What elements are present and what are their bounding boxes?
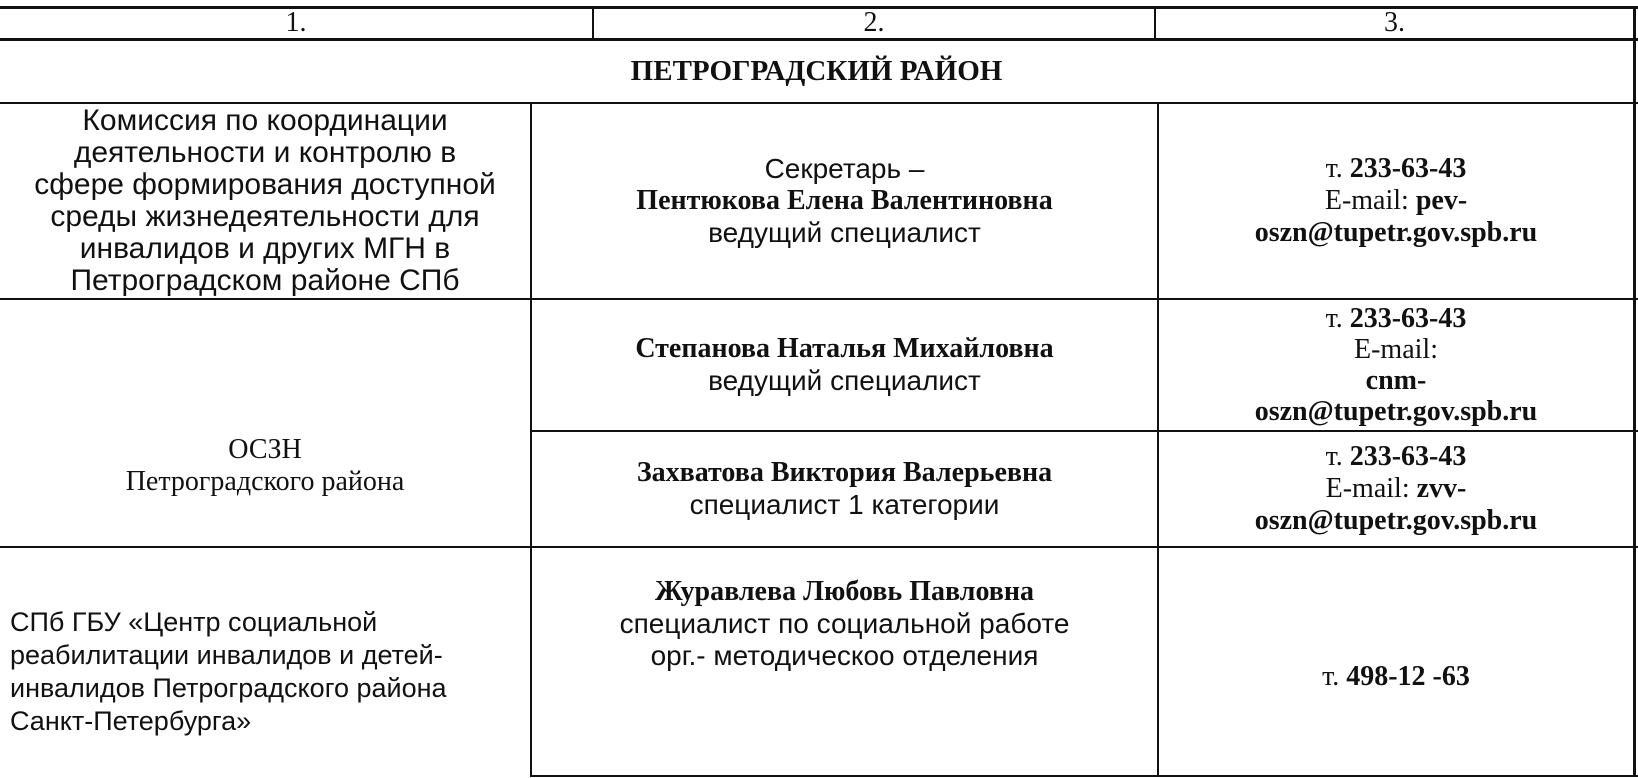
- row1-organization: Комиссия по координации деятельности и контролю в сфере формирования доступной среды жизнедеятельности для инвалидов и других МГН в Петроградском районе СПб: [34, 104, 496, 297]
- row3-contact-person: Журавлева Любовь Павловна специалист по социальной работе орг.- методическоо отделения: [619, 576, 1070, 671]
- header-col-3: 3.: [1384, 7, 1405, 38]
- table-border-bottom: [530, 775, 1638, 777]
- row1-contact-details: т. 233-63-43 E-mail: pev- oszn@tupetr.gov.spb.ru: [1254, 153, 1538, 248]
- row2-contact-person-2: Захватова Виктория Валерьевна специалист 1 категории: [636, 457, 1053, 520]
- header-col-2: 2.: [863, 7, 885, 38]
- row2-contact-details-2: т. 233-63-43 E-mail: zvv- oszn@tupetr.gov.spb.ru: [1254, 441, 1538, 536]
- header-col-1: 1.: [285, 7, 307, 38]
- district-title: ПЕТРОГРАДСКИЙ РАЙОН: [630, 54, 1003, 87]
- row2-contact-person-1: Степанова Наталья Михайловна ведущий специалист: [635, 333, 1054, 396]
- row3-contact-details: т. 498-12 -63: [1322, 660, 1470, 692]
- row1-contact-person: Секретарь – Пентюкова Елена Валентиновна ведущий специалист: [636, 153, 1053, 248]
- row2-organization: ОСЗН Петроградского района: [125, 434, 405, 497]
- row2-contact-details-1: т. 233-63-43 E-mail: cnm- oszn@tupetr.gov.spb.ru: [1254, 303, 1538, 427]
- table-border-right: [1633, 6, 1636, 777]
- row3-organization: СПб ГБУ «Центр социальной реабилитации инвалидов и детей- инвалидов Петроградского района Санкт-Петербурга»: [10, 606, 447, 736]
